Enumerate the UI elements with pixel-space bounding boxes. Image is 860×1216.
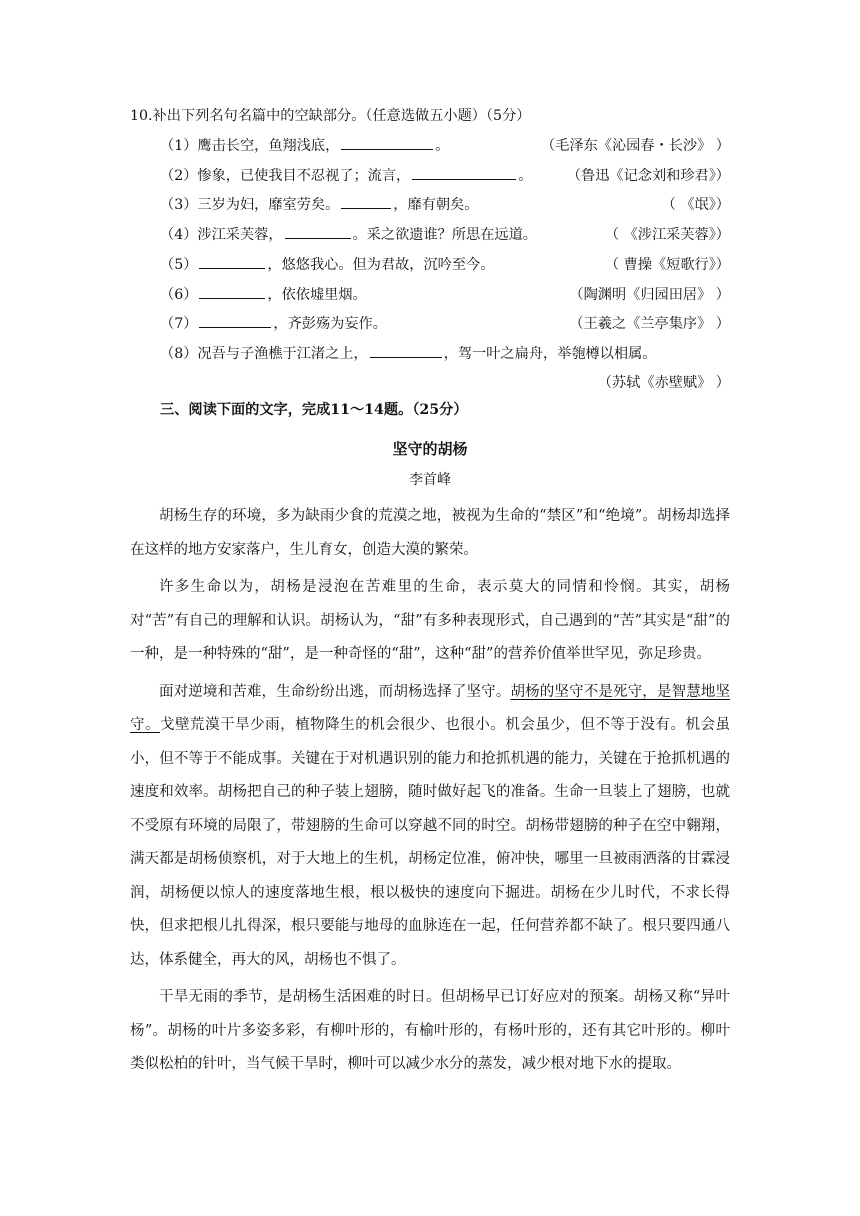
quote-item-7 <box>160 313 387 333</box>
quote-source: （王羲之《兰亭集序》 ） <box>569 316 730 332</box>
quote-text: （2）惨象，已使我目不忍视了；流言， <box>160 168 411 184</box>
quote-text: （1）鹰击长空，鱼翔浅底， <box>160 138 340 154</box>
paragraph: 干旱无雨的季节，是胡杨生活困难的时日。但胡杨早已订好应对的预案。胡杨又称“异叶杨”。胡杨的叶片多姿多彩，有柳叶形的，有榆叶形的，有杨叶形的，还有其它叶形的。柳叶类似松柏的针叶，当气候干旱时，柳叶可以减少水分的蒸发，减少根对地下水的提取。 <box>130 989 730 1072</box>
paragraph-text: 戈壁荒漠干旱少雨，植物降生的机会很少、也很小。机会虽少，但不等于没有。机会虽小，但不等于不能成事。关键在于对机遇识别的能力和抢抓机遇的能力，关键在于抢抓机遇的速度和效率。胡杨把自己的种子装上翅膀，随时做好起飞的准备。生命一旦装上了翅膀，也就不受原有环境的局限了，带翅膀的生命可以穿越不同的时空。胡杨带翅膀的种子在空中翱翔，满天都是胡杨侦察机，对于大地上的生机，胡杨定位准，俯冲快，哪里一旦被雨洒落的甘霖浸润，胡杨便以惊人的速度落地生根，根以极快的速度向下掘进。胡杨在少儿时代，不求长得快，但求把根儿扎得深，根只要能与地母的血脉连在一起，任何营养都不缺了。根只要四通八达，体系健全，再大的风，胡杨也不惧了。 <box>130 717 731 968</box>
quote-item-3 <box>160 194 478 214</box>
article-title: 坚守的胡杨 <box>392 440 468 458</box>
quote-item-6 <box>160 284 367 304</box>
question-10-title: 10.补出下列名句名篇中的空缺部分。（任意选做五小题）（5分） <box>130 108 531 124</box>
answer-blank[interactable] <box>285 224 351 239</box>
quote-text: （7） <box>160 316 198 332</box>
underlined-sentence: 胡杨的坚守不是死守，是智慧地坚守。 <box>130 683 731 733</box>
answer-blank[interactable] <box>199 254 265 269</box>
answer-blank[interactable] <box>341 135 433 150</box>
quote-item-2 <box>160 165 532 185</box>
quote-source: （鲁迅《记念刘和珍君》） <box>566 168 730 184</box>
quote-source: （陶渊明《归园田居》 ） <box>569 287 730 303</box>
quote-text: （4）涉江采芙蓉， <box>160 227 283 243</box>
quote-text: ，悠悠我心。但为君故，沉吟至今。 <box>267 257 495 273</box>
quote-text: ，驾一叶之扁舟，举匏樽以相属。 <box>443 346 657 362</box>
paragraph <box>130 676 730 978</box>
article-body <box>130 500 730 1086</box>
article-author: 李首峰 <box>409 472 451 488</box>
answer-blank[interactable] <box>412 165 516 180</box>
answer-blank[interactable] <box>370 343 442 358</box>
quote-text: ，依依墟里烟。 <box>267 287 367 303</box>
answer-blank[interactable] <box>199 313 271 328</box>
quote-item-5 <box>160 254 494 274</box>
paragraph: 胡杨生存的环境，多为缺雨少食的荒漠之地，被视为生命的“禁区”和“绝境”。胡杨却选择在这样的地方安家落户，生儿育女，创造大漠的繁荣。 <box>130 508 730 558</box>
quote-text: ，齐彭殇为妄作。 <box>273 316 387 332</box>
quote-text: （6） <box>160 287 198 303</box>
quote-text: 。采之欲遗谁？所思在远道。 <box>352 227 537 243</box>
section-heading: 三、阅读下面的文字，完成11～14题。（25分） <box>160 402 468 418</box>
answer-blank[interactable] <box>341 194 391 209</box>
quote-text: 。 <box>435 138 450 154</box>
quote-source: （ 曹操《短歌行》） <box>604 257 730 273</box>
quote-item-1 <box>160 135 449 155</box>
quote-item-8 <box>160 343 656 363</box>
quote-source: （ 《涉江采芙蓉》） <box>604 227 730 243</box>
answer-blank[interactable] <box>199 284 265 299</box>
quote-source: （毛泽东《沁园春・长沙》 ） <box>541 138 730 154</box>
quote-source: （ 《氓》） <box>661 197 730 213</box>
quote-item-4 <box>160 224 537 244</box>
paragraph: 许多生命以为，胡杨是浸泡在苦难里的生命，表示莫大的同情和怜悯。其实，胡杨对“苦”有自己的理解和认识。胡杨认为，“甜”有多种表现形式，自己遇到的“苦”其实是“甜”的一种，是一种特殊的“甜”，是一种奇怪的“甜”，这种“甜”的营养价值举世罕见，弥足珍贵。 <box>130 579 730 662</box>
quote-text: （8）况吾与子渔樵于江渚之上， <box>160 346 368 362</box>
quote-text: （3）三岁为妇，靡室劳矣。 <box>160 197 340 213</box>
quote-text: ，靡有朝矣。 <box>393 197 479 213</box>
quote-text: （5） <box>160 257 198 273</box>
quote-text: 。 <box>518 168 533 184</box>
paragraph-text: 面对逆境和苦难，生命纷纷出逃，而胡杨选择了坚守。 <box>159 683 511 700</box>
quote-source: （苏轼《赤壁赋》 ） <box>597 375 730 391</box>
